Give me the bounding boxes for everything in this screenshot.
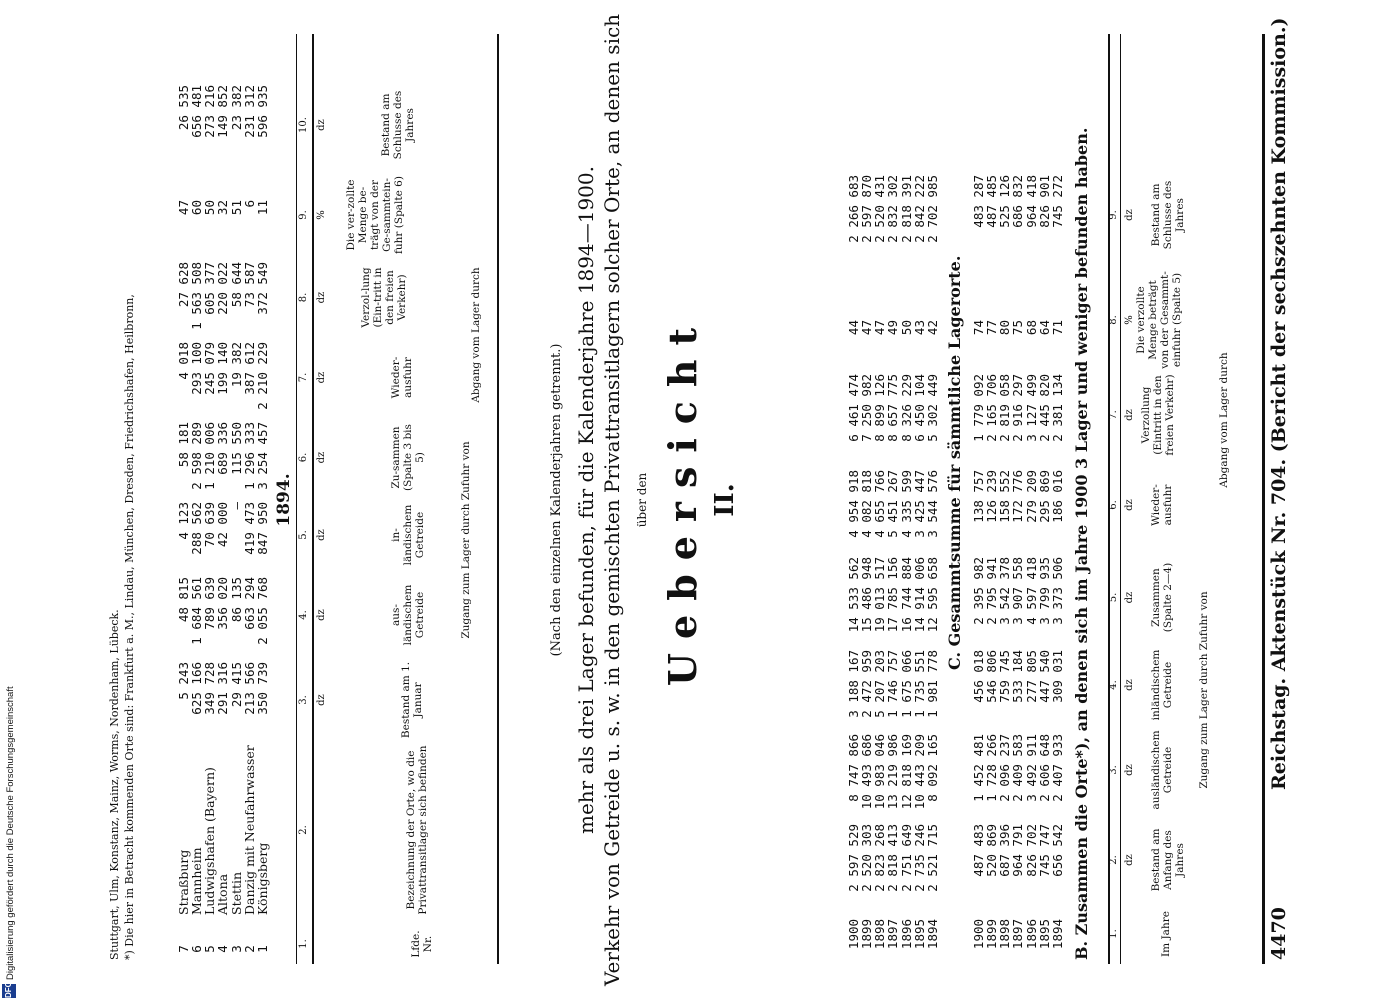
table1-b-cell: 1895 (1036, 918, 1052, 950)
t2-head-abgang: Abgang vom Lager durch (470, 267, 482, 403)
t1-colnum: 4. (1108, 680, 1119, 690)
table2-cell: 4 (215, 945, 231, 953)
table1-b-cell: 826 702 (1023, 824, 1039, 877)
table1-c-cell: 3 188 167 (845, 650, 861, 718)
table1-b-cell: 483 287 (970, 175, 986, 228)
t2-head-inl: in-ländischem Getreide (390, 504, 426, 566)
table2-cell: 42 000 (215, 502, 231, 548)
t2-unit: dz (316, 371, 327, 384)
section-ii-line2: mehr als drei Lager befunden, für die Kalenderjahre 1894—1900. (574, 166, 598, 834)
table2-cell: 1 563 508 (189, 262, 204, 330)
table2-cell: 356 020 (215, 577, 231, 630)
table1-c-cell: 7 250 982 (859, 374, 874, 442)
t2-head-zugang: Zugang zum Lager durch Zufuhr von (460, 441, 472, 639)
t2-unit: dz (316, 291, 327, 304)
table2-cell: 789 639 (202, 577, 218, 630)
table1-c-cell: 2 823 268 (872, 824, 888, 892)
t1-colnum: 5. (1108, 592, 1119, 603)
t2-head-lfd: Lfde. Nr. (410, 930, 434, 958)
table1-c-cell: 10 443 209 (911, 734, 927, 810)
table1-c-cell: 4 335 599 (898, 470, 914, 538)
table1-c-cell: 17 785 156 (885, 557, 901, 633)
table1-b-cell: 126 239 (984, 470, 999, 523)
table1-b-cell: 487 485 (984, 175, 999, 228)
table1-c-cell: 5 451 267 (885, 470, 901, 538)
table1-c-cell: 1 675 066 (898, 650, 914, 718)
table1-c-cell: 2 832 302 (885, 175, 901, 243)
table1-b-cell: 745 747 (1036, 824, 1052, 877)
table1-c-cell: 2 735 246 (911, 824, 927, 892)
table1-c-cell: 3 425 447 (911, 470, 927, 538)
table1-b-cell: 1899 (984, 918, 999, 950)
table1-b-cell: 3 373 506 (1050, 557, 1065, 625)
table1-c-cell: 1894 (925, 918, 940, 950)
table1-b-cell: 158 552 (997, 470, 1013, 523)
t1-head-ausl: ausländischem Getreide (1150, 730, 1174, 810)
t1-colnum: 7. (1108, 410, 1119, 420)
table2-cell: 213 566 (241, 662, 257, 715)
table2-cell: 372 549 (255, 262, 270, 315)
table1-b-cell: 2 795 941 (984, 557, 999, 625)
t1-colnum: 2. (1108, 855, 1119, 865)
table1-b-cell: 277 805 (1023, 650, 1039, 703)
table1-b-cell: 1894 (1050, 918, 1065, 950)
table1-b-cell: 77 (984, 320, 999, 336)
table1-b-cell: 1 452 481 (970, 734, 986, 802)
t2-colnum: 1. (298, 939, 309, 949)
t1-head-bestand-schluss: Bestand am Schlusse des Jahres (1150, 180, 1186, 250)
table2-cell: 350 739 (255, 662, 270, 715)
t2-head-zus: Zu-sammen (Spalte 3 bis 5) (390, 424, 426, 491)
table2-cell: 293 100 (189, 342, 204, 395)
table2-cell: Mannheim (189, 847, 204, 915)
table2-cell: 60 (189, 200, 204, 216)
table2-cell: 2 210 229 (255, 342, 270, 410)
table1-b-cell: 525 126 (997, 175, 1013, 228)
table2-cell: 58 644 (228, 262, 244, 308)
t2-unit: dz (316, 694, 327, 706)
table1-b-cell: 1 728 266 (984, 734, 999, 802)
table1-c-cell: 2 266 683 (845, 175, 861, 243)
table1-b-cell: 1897 (1010, 918, 1026, 950)
section-ii-line1: Verkehr von Getreide u. s. w. in den gemischten Privattransitlagern solcher Orte, an denen sich (600, 13, 624, 987)
table1-b-cell: 687 396 (997, 824, 1013, 877)
table2-cell: 11 (255, 200, 270, 216)
table1-c-cell: 10 493 686 (859, 734, 874, 810)
table2-cell: 2 (241, 945, 257, 953)
table1-c-cell: 2 472 959 (859, 650, 874, 718)
table1-b-cell: 2 606 648 (1036, 734, 1052, 802)
t2-colnum: 4. (298, 610, 309, 620)
t2-unit: % (316, 210, 327, 220)
table1-b-cell: 1 779 092 (970, 374, 986, 442)
table1-c-cell: 1 735 551 (911, 650, 927, 718)
t1-unit: dz (1124, 591, 1135, 604)
table2-cell: 288 562 (189, 502, 204, 555)
table1-c-cell: 4 954 918 (845, 470, 861, 538)
table2-cell: 625 166 (189, 662, 204, 715)
table2-cell: 86 135 (228, 577, 244, 623)
table1-c-cell: 16 744 884 (898, 557, 914, 633)
table2-cell: 50 (202, 200, 218, 216)
table1-c-cell: 2 842 222 (911, 175, 927, 243)
table1-b-cell: 2 445 820 (1036, 374, 1052, 442)
table1-c-cell: 1900 (845, 918, 861, 950)
table2-cell: 5 (202, 945, 218, 953)
footnote-line2: Stuttgart, Ulm, Konstanz, Mainz, Worms, Nordenham, Lübeck. (108, 609, 121, 960)
table1-c-cell: 1898 (872, 918, 888, 950)
table1-b-cell: 656 542 (1050, 824, 1065, 877)
table1-c-cell: 50 (898, 320, 914, 336)
table2-cell: 847 950 (255, 502, 270, 555)
table1-b-cell: 138 757 (970, 470, 986, 523)
section-ii-title: Uebersicht (660, 313, 705, 687)
t1-unit: dz (1124, 679, 1135, 691)
table1-c-cell: 2 520 303 (859, 824, 874, 892)
table2-cell: Stettin (228, 871, 244, 915)
section-ii-note: (Nach den einzelnen Kalenderjahren getrennt.) (549, 343, 564, 657)
table1-b-cell: 2 819 058 (997, 374, 1013, 442)
table2-cell: 73 587 (241, 262, 257, 308)
section-ii-over: über den (635, 472, 649, 528)
table1-b-cell: 826 901 (1036, 175, 1052, 228)
table2-cell: 689 336 (215, 422, 231, 475)
t1-head-bestand: Bestand am Anfang des Jahres (1150, 828, 1186, 892)
t2-head-verz: Verzol-lung (Ein-tritt in den freien Verkehr) (360, 267, 408, 328)
t1-colnum: 6. (1108, 500, 1119, 510)
t2-unit: dz (316, 529, 327, 541)
table1-c-cell: 1 746 757 (885, 650, 901, 718)
table1-c-cell: 1895 (911, 918, 927, 950)
table1-b-cell: 3 907 558 (1010, 557, 1026, 625)
table2-header-bottom-rule (312, 34, 314, 964)
t2-colnum: 3. (298, 695, 309, 705)
table1-c-cell: 12 818 169 (898, 734, 914, 810)
table1-b-cell: 2 916 297 (1010, 374, 1026, 442)
table1-c-cell: 2 702 985 (925, 175, 940, 243)
table1-c-cell: 5 207 203 (872, 650, 888, 718)
t1-head-pct: Die verzollte Menge beträgt von der Gesammt-einfuhr (Spalte 5) (1135, 271, 1183, 369)
t2-colnum: 2. (298, 825, 309, 835)
table1-b-cell: 186 016 (1050, 470, 1065, 523)
table2-cell: 2 598 289 (189, 422, 204, 490)
table2-cell: 291 316 (215, 662, 231, 715)
table1-c-cell: 1896 (898, 918, 914, 950)
table1-b-cell: 68 (1023, 320, 1039, 336)
section-b-title: B. Zusammen die Orte*), an denen sich im Jahre 1900 3 Lager und weniger befunden haben. (1072, 127, 1091, 960)
table2-cell: 27 628 (175, 262, 191, 308)
table2-cell: Ludwigshafen (Bayern) (202, 767, 218, 915)
table1-b-cell: 456 018 (970, 650, 986, 703)
table1-b-cell: 4 597 418 (1023, 557, 1039, 625)
table1-c-cell: 49 (885, 320, 901, 336)
table2-cell: 656 481 (189, 85, 204, 138)
t2-unit: dz (316, 609, 327, 621)
table1-b-cell: 2 096 237 (997, 734, 1013, 802)
table2-cell: 605 377 (202, 262, 218, 315)
table1-b-cell: 759 745 (997, 650, 1013, 703)
t1-colnum: 8. (1108, 315, 1119, 325)
table1-c-cell: 4 655 766 (872, 470, 888, 538)
t2-unit: dz (316, 119, 327, 131)
table2-cell: 32 (215, 200, 231, 216)
table1-c-cell: 12 595 658 (925, 557, 940, 633)
table1-c-cell: 6 461 474 (845, 374, 861, 442)
table2-cell: 58 181 (175, 422, 191, 468)
table2-cell: 23 382 (228, 85, 244, 131)
table1-c-cell: 1899 (859, 918, 874, 950)
table1-c-cell: 6 450 104 (911, 374, 927, 442)
t1-head-verz: Verzollung (Eintritt in den freien Verkehr) (1140, 374, 1176, 456)
t1-unit: dz (1124, 499, 1135, 511)
t1-unit: dz (1124, 764, 1135, 776)
table1-b-cell: 2 165 706 (984, 374, 999, 442)
table1-c-cell: 44 (845, 320, 861, 336)
table1-b-cell: 964 418 (1023, 175, 1039, 228)
table2-cell: 6 (189, 945, 204, 953)
t1-head-year: Im Jahre (1160, 911, 1172, 957)
table1-c-cell: 2 818 413 (885, 824, 901, 892)
table1-c-cell: 8 326 229 (898, 374, 914, 442)
table1-b-cell: 3 542 378 (997, 557, 1013, 625)
table1-b-cell: 3 799 935 (1036, 557, 1052, 625)
table1-c-cell: 2 597 529 (845, 824, 861, 892)
t2-colnum: 8. (298, 292, 309, 303)
table1-b-cell: 172 776 (1010, 470, 1026, 523)
table1-b-cell: 3 492 911 (1023, 734, 1039, 802)
table1-c-cell: 2 520 431 (872, 175, 888, 243)
table1-b-cell: 1900 (970, 918, 986, 950)
table1-b-cell: 447 540 (1036, 650, 1052, 703)
table2-cell: 596 935 (255, 85, 270, 138)
page-number: 4470 (1268, 907, 1290, 960)
t2-head-ausl: aus-ländischem Getreide (390, 584, 426, 646)
table2-cell: 231 312 (241, 85, 257, 138)
table2-cell: 26 535 (175, 85, 191, 131)
table2-cell: 273 216 (202, 85, 218, 138)
table2-cell: Straßburg (175, 849, 191, 915)
table2-cell: 1 (255, 945, 270, 953)
t1-unit: dz (1124, 409, 1135, 421)
table2-cell: 4 018 (175, 342, 191, 380)
footnote-line1: *) Die hier in Betracht kommenden Orte sind: Frankfurt a. M., Lindau, München, Dresden, Friedrichshafen, Heilbronn, (123, 294, 136, 960)
t2-head-bestand: Bestand am 1. Januar (400, 661, 424, 739)
t2-head-pct: Die ver-zollte Menge be-trägt von der Ge-sammtein-fuhr (Spalte 6) (345, 176, 405, 254)
t1-unit: dz (1124, 209, 1135, 221)
table1-b-cell: 2 395 982 (970, 557, 986, 625)
table1-c-cell: 19 013 517 (872, 557, 888, 633)
table1-b-cell: 3 127 499 (1023, 374, 1039, 442)
table1-b-cell: 487 483 (970, 824, 986, 877)
table2-cell: 47 (175, 200, 191, 216)
table1-c-cell: 3 544 576 (925, 470, 940, 538)
table1-b-cell: 686 832 (1010, 175, 1026, 228)
table2-cell: 51 (228, 200, 244, 216)
table1-c-cell: 2 597 870 (859, 175, 874, 243)
table1-c-cell: 2 521 715 (925, 824, 940, 892)
table1-c-cell: 8 657 775 (885, 374, 901, 442)
table1-c-cell: 14 914 006 (911, 557, 927, 633)
table1-c-cell: 2 818 391 (898, 175, 914, 243)
t2-head-bestand-schluss: Bestand am Schlusse des Jahres (380, 90, 416, 160)
table1-c-cell: 42 (925, 320, 940, 336)
table2-cell: 5 243 (175, 662, 191, 700)
table2-cell: Königsberg (255, 842, 270, 915)
t2-colnum: 6. (298, 452, 309, 463)
table2-top-rule (497, 34, 499, 964)
table1-c-cell: 14 533 562 (845, 557, 861, 633)
t2-colnum: 9. (298, 210, 309, 220)
table1-c-cell: 43 (911, 320, 927, 336)
table1-c-cell: 1 981 778 (925, 650, 940, 718)
table1-c-cell: 4 082 818 (859, 470, 874, 538)
table2-cell: 1 210 006 (202, 422, 218, 490)
table2-cell: Danzig mit Neufahrwasser (241, 745, 257, 915)
table1-c-cell: 8 747 866 (845, 734, 861, 802)
table1-b-cell: 1896 (1023, 918, 1039, 950)
table2-cell: 115 550 (228, 422, 244, 475)
table2-cell: 29 415 (228, 662, 244, 708)
dfg-logo-icon: DFG (2, 984, 16, 998)
table1-c-cell: 8 092 165 (925, 734, 940, 802)
table2-cell: 149 852 (215, 85, 231, 138)
table1-b-cell: 546 806 (984, 650, 999, 703)
table1-b-cell: 75 (1010, 320, 1026, 336)
table2-cell: 48 815 (175, 577, 191, 623)
table1-c-cell: 5 302 449 (925, 374, 940, 442)
t2-colnum: 7. (298, 372, 309, 383)
digitisation-note: Digitalisierung gefördert durch die Deutsche Forschungsgemeinschaft (5, 686, 16, 980)
table2-cell: 7 (175, 945, 191, 953)
table2-cell: 6 (241, 200, 257, 208)
table2-cell: 1 296 333 (241, 422, 257, 490)
table2-cell: 19 382 (228, 342, 244, 388)
table2-cell: 663 294 (241, 577, 257, 630)
table1-c-cell: 8 899 126 (872, 374, 888, 442)
table2-cell: 245 079 (202, 342, 218, 395)
t2-unit: dz (316, 451, 327, 464)
t2-head-ort: Bezeichnung der Orte, wo die Privattransitlager sich befinden (405, 745, 429, 915)
page-header-title: Reichstag. Aktenstück Nr. 704. (Bericht der sechszehnten Kommission.) (1268, 17, 1290, 790)
t2-colnum: 10. (298, 117, 309, 133)
table1-b-cell: 2 409 583 (1010, 734, 1026, 802)
t1-colnum: 9. (1108, 210, 1119, 220)
table1-b-cell: 279 209 (1023, 470, 1039, 523)
table1-b-cell: 745 272 (1050, 175, 1065, 228)
table1-c-cell: 2 751 649 (898, 824, 914, 892)
section-c-title: C. Gesammtsumme für sämmtliche Lagerorte. (945, 255, 964, 670)
t1-head-wieder: Wieder-ausfuhr (1150, 484, 1174, 526)
t1-head-zus: Zusammen (Spalte 2—4) (1150, 562, 1174, 633)
table2-cell: 387 612 (241, 342, 257, 395)
t2-head-wieder: Wieder-ausfuhr (390, 356, 414, 399)
section-ii-roman: II. (710, 483, 740, 517)
table1-c-cell: 15 486 948 (859, 557, 874, 633)
t1-colnum: 1. (1108, 929, 1119, 939)
t1-colnum: 3. (1108, 765, 1119, 775)
t1-unit: dz (1124, 854, 1135, 866)
table2-cell: 3 (228, 945, 244, 953)
table2-cell: 70 639 (202, 502, 218, 548)
table2-cell: 3 254 457 (255, 422, 270, 490)
table2-cell: 199 140 (215, 342, 231, 395)
table1-b-cell: 964 791 (1010, 824, 1026, 877)
t1-head-zugang: Zugang zum Lager durch Zufuhr von (1198, 591, 1210, 789)
table2-cell: — (228, 502, 244, 510)
table1-b-cell: 1898 (997, 918, 1013, 950)
table1-c-cell: 47 (859, 320, 874, 336)
t1-head-inl: inländischem Getreide (1150, 649, 1174, 721)
table1-c-cell: 47 (872, 320, 888, 336)
table1-b-cell: 295 869 (1036, 470, 1052, 523)
table1-b-cell: 2 381 134 (1050, 374, 1065, 442)
table2-colnum-rule (296, 34, 297, 964)
table1-b-cell: 309 031 (1050, 650, 1065, 703)
table1-c-cell: 13 219 986 (885, 734, 901, 810)
table1-b-cell: 64 (1036, 320, 1052, 336)
t2-colnum: 5. (298, 530, 309, 540)
table2-cell: 220 022 (215, 262, 231, 315)
table1-colnum-rule (1120, 34, 1121, 964)
table1-b-cell: 533 184 (1010, 650, 1026, 703)
header-rule (1262, 34, 1265, 964)
table2-cell: 419 473 (241, 502, 257, 555)
table1-b-cell: 80 (997, 320, 1013, 336)
table1-b-cell: 520 869 (984, 824, 999, 877)
table1-b-cell: 74 (970, 320, 986, 336)
table1-c-cell: 1897 (885, 918, 901, 950)
table2-cell: 2 055 768 (255, 577, 270, 645)
t2-year-label: 1894. (274, 473, 294, 527)
table1-c-cell: 10 983 046 (872, 734, 888, 810)
t1-unit: % (1124, 315, 1135, 325)
table1-b-cell: 71 (1050, 320, 1065, 336)
table2-cell: 4 123 (175, 502, 191, 540)
table1-b-cell: 2 407 933 (1050, 734, 1065, 802)
table2-cell: 349 728 (202, 662, 218, 715)
table2-cell: Altona (215, 873, 231, 915)
t1-head-abgang: Abgang vom Lager durch (1218, 352, 1230, 488)
table2-cell: 1 684 561 (189, 577, 204, 645)
